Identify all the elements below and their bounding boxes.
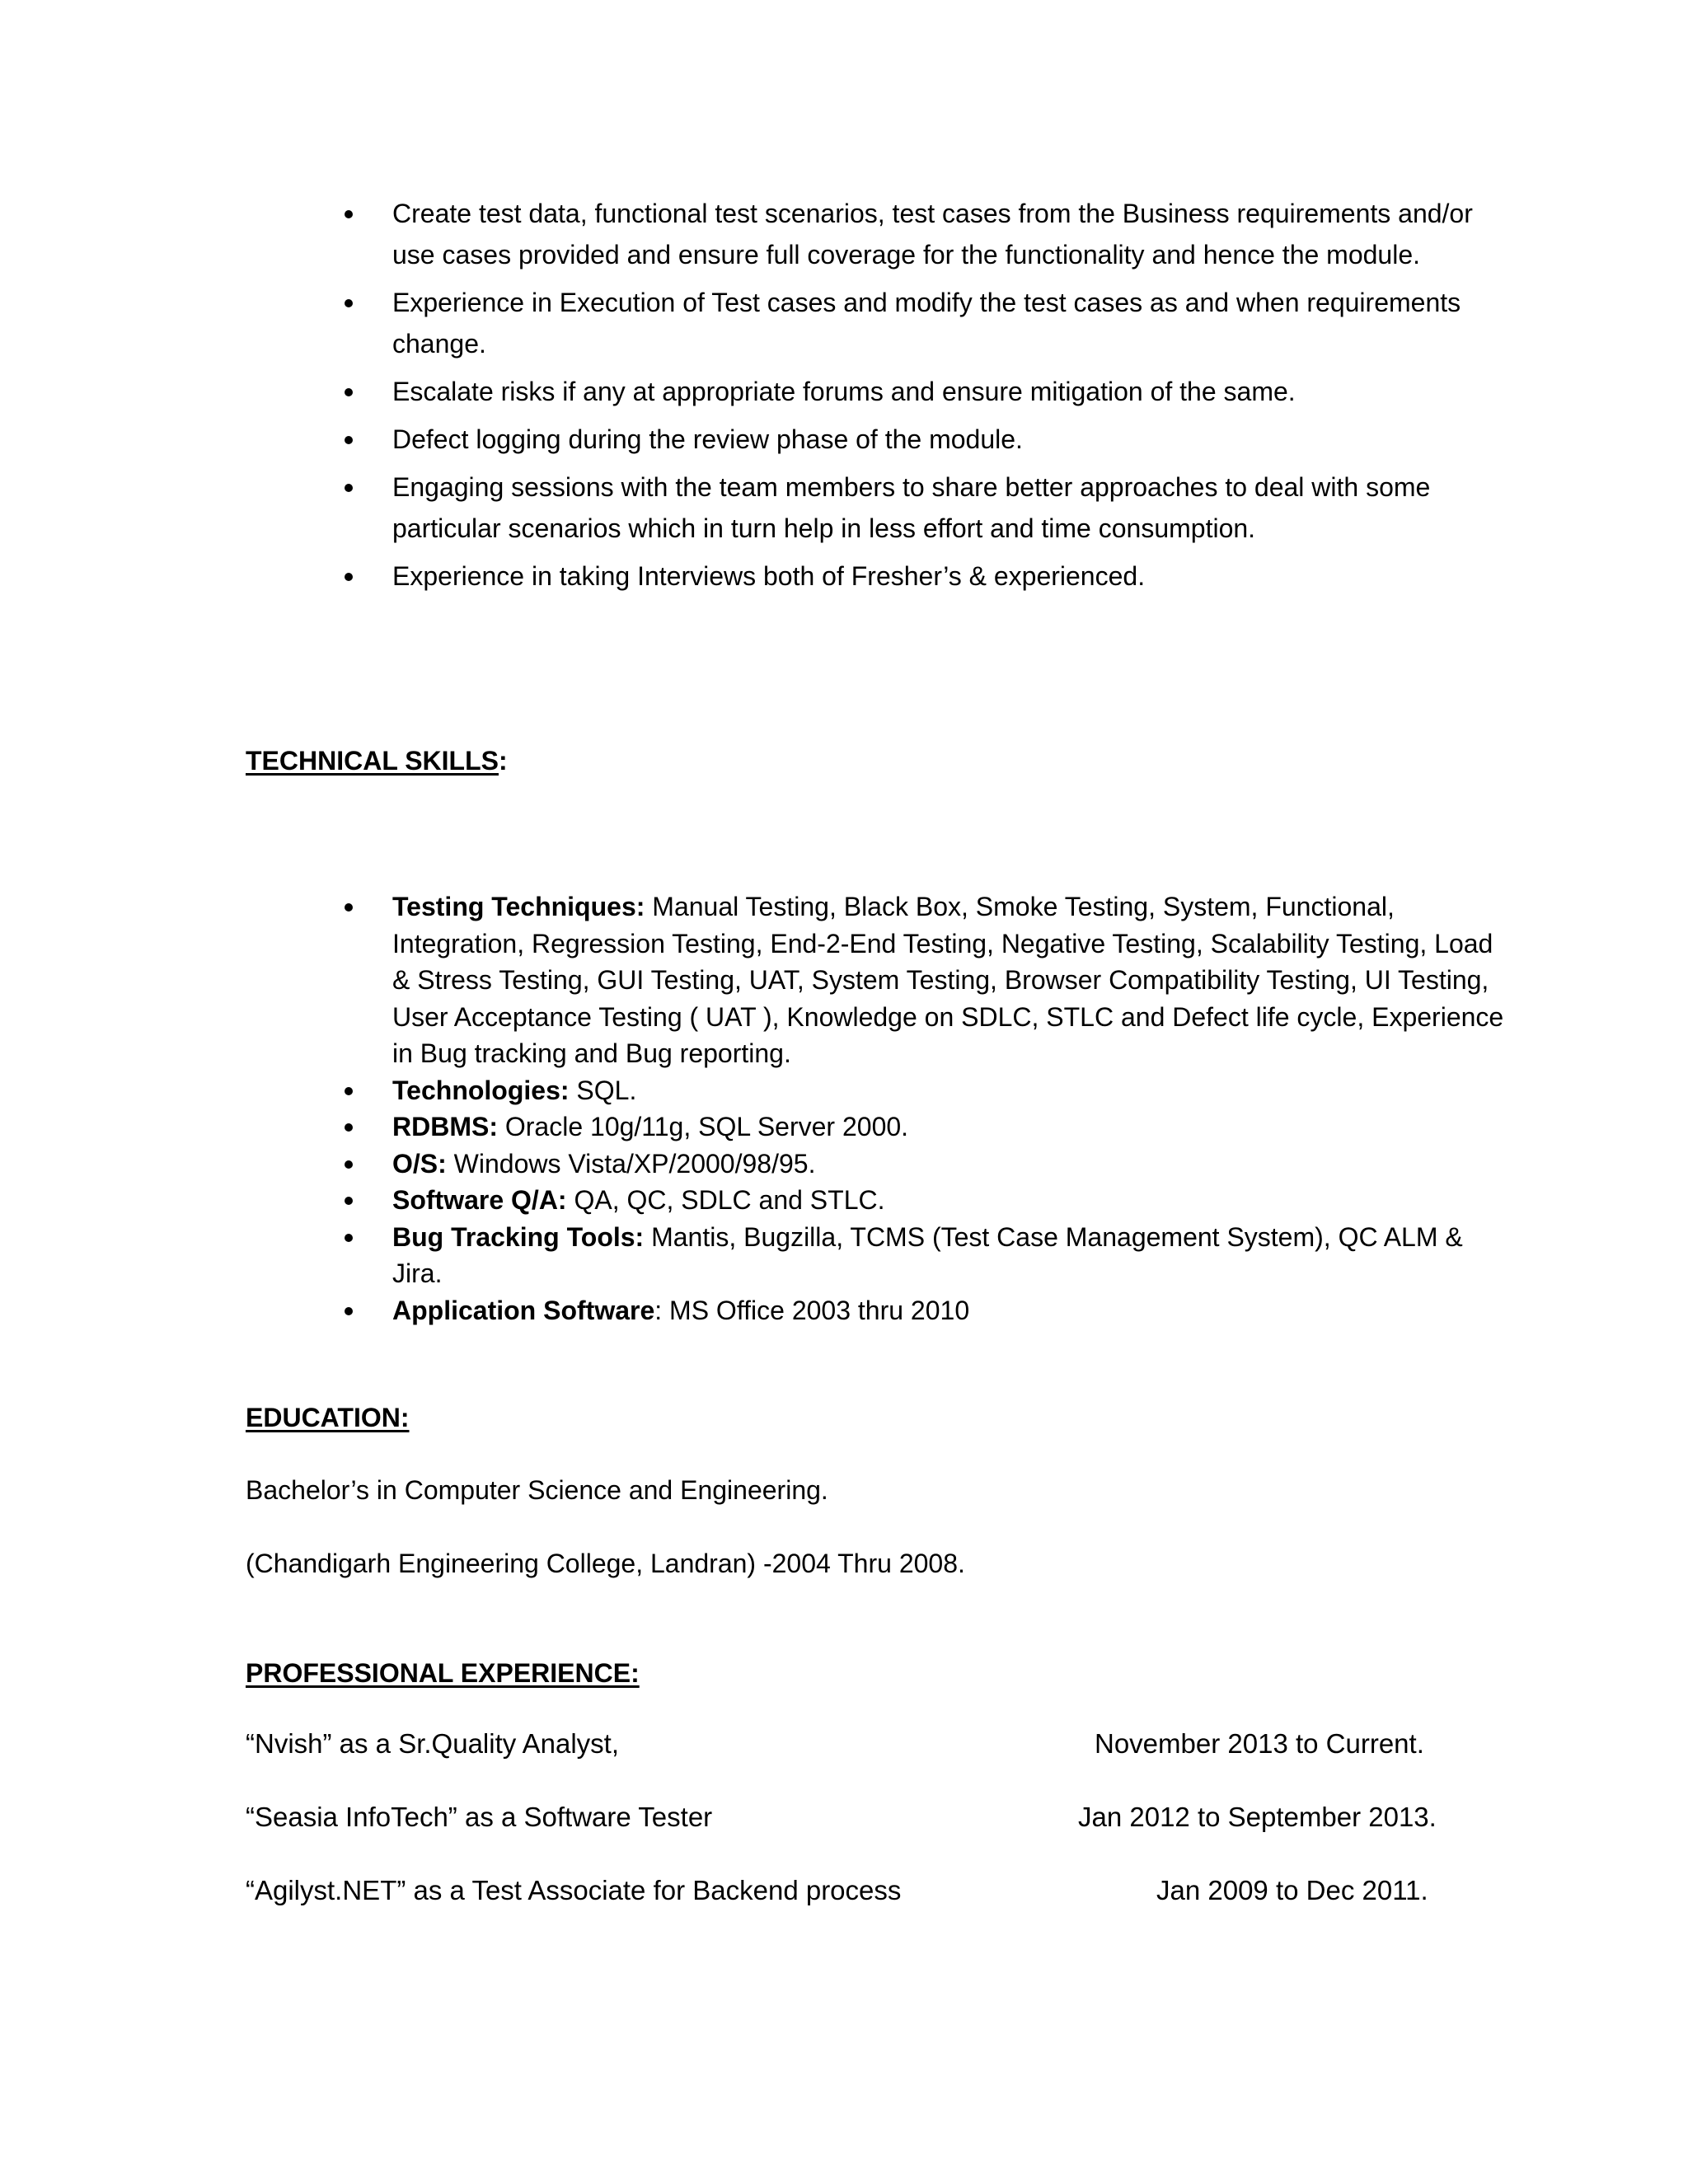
technical-skills-list [338,888,1508,1329]
list-item [338,282,1508,364]
technical-skills-heading: TECHNICAL SKILLS: [246,746,508,776]
skill-text: Windows Vista/XP/2000/98/95. [446,1148,816,1179]
skill-item [338,1182,1508,1219]
list-item-text: Engaging sessions with the team members to share better approaches to deal with some particular scenarios which in turn help in less effort and time consumption. [392,472,1431,543]
experience-dates: November 2013 to Current. [1095,1728,1424,1759]
list-item-text: Escalate risks if any at appropriate forums and ensure mitigation of the same. [392,377,1296,406]
experience-row [246,1728,1465,1765]
bullet-icon [345,436,353,444]
experience-row [246,1875,1465,1911]
bullet-icon [345,903,353,912]
professional-experience-heading: PROFESSIONAL EXPERIENCE: [246,1658,640,1688]
skill-item [338,1292,1508,1329]
list-item [338,193,1508,275]
skill-label: Technologies: [392,1075,570,1105]
skill-item [338,888,1508,1072]
bullet-icon [345,1087,353,1095]
bullet-icon [345,1160,353,1169]
skill-text: QA, QC, SDLC and STLC. [566,1185,885,1215]
education-heading: EDUCATION: [246,1403,410,1432]
list-item-text: Experience in taking Interviews both of Fresher’s & experienced. [392,561,1146,591]
skill-item [338,1219,1508,1292]
experience-dates: Jan 2009 to Dec 2011. [1156,1875,1428,1905]
education-degree: Bachelor’s in Computer Science and Engineering. [246,1475,828,1505]
list-item-text: Defect logging during the review phase of the module. [392,424,1023,454]
skill-label: Testing Techniques: [392,892,645,921]
skill-label: Bug Tracking Tools: [392,1221,645,1252]
experience-role: “Agilyst.NET” as a Test Associate for Backend process [246,1875,902,1905]
bullet-icon [345,1307,353,1315]
bullet-icon [345,388,353,396]
experience-row [246,1802,1465,1838]
bullet-icon [345,210,353,218]
bullet-icon [345,1197,353,1205]
skill-item [338,1072,1508,1109]
list-item-text: Create test data, functional test scenarios, test cases from the Business requirements and/or use cases provided and ensure full coverage for the functionality and hence the module. [392,199,1473,269]
list-item [338,419,1508,460]
responsibilities-list [338,193,1508,603]
list-item [338,466,1508,549]
experience-dates: Jan 2012 to September 2013. [1078,1802,1437,1832]
bullet-icon [345,1234,353,1242]
skill-text: Manual Testing, Black Box, Smoke Testing, System, Functional, Integration, Regression Testing, End-2-End Testing, Negative Testing, Scalability Testing, Load & Stress Testing, GUI Testing, UAT, System Testing, Browser Compatibility Testing, UI Testing, User Acceptance Testing ( UAT ), Knowledge on SDLC, STLC and Defect life cycle, Experience in Bug tracking and Bug reporting. [392,892,1504,1068]
skill-text: Mantis, Bugzilla, TCMS (Test Case Management System), QC ALM & Jira. [392,1221,1463,1288]
skill-label: Application Software [392,1295,655,1325]
skill-label: Software Q/A: [392,1185,567,1215]
experience-role: “Nvish” as a Sr.Quality Analyst, [246,1728,619,1759]
skill-item [338,1146,1508,1183]
bullet-icon [345,299,353,307]
skill-text: SQL. [569,1075,637,1105]
skill-item [338,1108,1508,1146]
skill-text: Oracle 10g/11g, SQL Server 2000. [497,1112,909,1141]
experience-role: “Seasia InfoTech” as a Software Tester [246,1802,713,1832]
bullet-icon [345,484,353,492]
list-item [338,371,1508,412]
skill-label: RDBMS: [392,1112,498,1141]
list-item-text: Experience in Execution of Test cases and modify the test cases as and when requirements change. [392,288,1461,359]
list-item [338,555,1508,597]
education-college: (Chandigarh Engineering College, Landran) -2004 Thru 2008. [246,1549,965,1578]
bullet-icon [345,573,353,581]
bullet-icon [345,1123,353,1132]
skill-text: : MS Office 2003 thru 2010 [654,1295,970,1325]
skill-label: O/S: [392,1148,447,1179]
